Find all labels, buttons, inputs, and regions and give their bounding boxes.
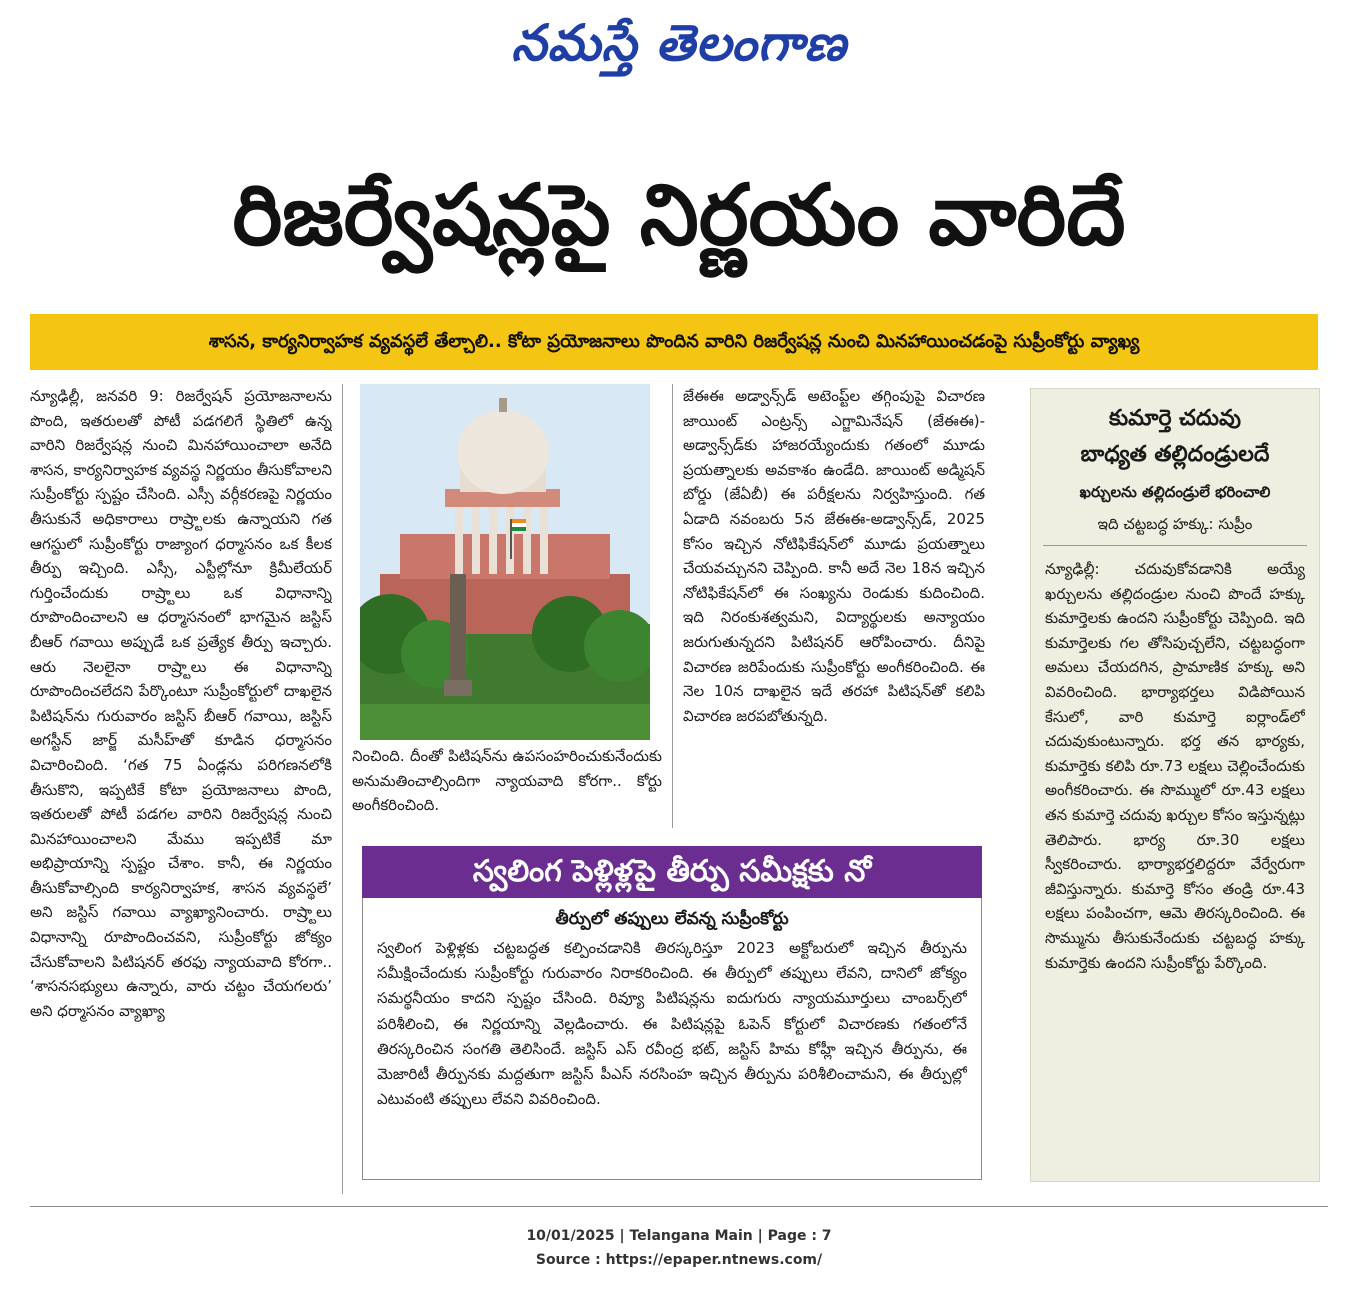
- sidebar-subhead-1: ఖర్చులను తల్లిదండ్రులే భరించాలి: [1079, 483, 1271, 501]
- sidebar-headline: [1031, 401, 1319, 473]
- main-headline: రిజర్వేషన్లపై నిర్ణయం వారిదే: [232, 166, 1126, 264]
- main-story-continuation-text: నించింది. దీంతో పిటిషన్‌ను ఉపసంహరించుకునేందుకు అనుమతించాల్సిందిగా న్యాయవాది కోరగా.. కోర్టు అంగీకరించింది.: [352, 747, 662, 815]
- sidebar-rule: [1043, 545, 1307, 546]
- main-story-column-1: [30, 384, 332, 1194]
- footer-rule: [30, 1206, 1328, 1207]
- column-divider: [342, 384, 343, 1194]
- headline-strap: శాసన, కార్యనిర్వాహక వ్యవస్థలే తేల్చాలి.. కోటా ప్రయోజనాలు పొందిన వారిని రిజర్వేషన్ల నుంచి మినహాయించడంపై సుప్రీంకోర్టు వ్యాఖ్య: [30, 314, 1318, 370]
- main-story-text: న్యూఢిల్లీ, జనవరి 9: రిజర్వేషన్‌ ప్రయోజనాలను పొంది, ఇతరులతో పోటీ పడగలిగే స్థితిలో ఉన్న వారిని రిజర్వేషన్ల నుంచి మినహాయించాలా అనేది శాసన, కార్యనిర్వాహక వ్యవస్థ నిర్ణయం తీసుకోవాలని సుప్రీంకోర్టు స్పష్టం చేసింది. ఎస్సీ వర్గీకరణపై నిర్ణయం తీసుకునే అధికారాలు రాష్ర్టాలకు ఉన్నాయని గత ఆగస్టులో సుప్రీంకోర్టు రాజ్యాంగ ధర్మాసనం ఒక కీలక తీర్పు ఇచ్చింది. ఎస్సీ, ఎస్టీల్లోనూ క్రిమీలేయర్‌ గుర్తించేందుకు రాష్ర్టాలు ఒక విధానాన్ని రూపొందించాలని ఆ ధర్మాసనంలో భాగమైన జస్టిస్‌ బీఆర్‌ గవాయి అప్పుడే ఒక ప్రత్యేక తీర్పు ఇచ్చారు. ఆరు నెలలైనా రాష్ర్టాలు ఈ విధానాన్ని రూపొందించలేదని పేర్కొంటూ సుప్రీంకోర్టులో దాఖలైన పిటిషన్‌ను గురువారం జస్టిస్‌ బీఆర్‌ గవాయి, జస్టిస్‌ అగస్టీన్‌ జార్జ్‌ మసీహ్‌తో కూడిన ధర్మాసనం విచారించింది. ‘గత 75 ఏండ్లను పరిగణనలోకి తీసుకొని, ఇప్పటికే కోటా ప్రయోజనాలు పొంది, ఇతరులతో పోటీ పడగల వారిని రిజర్వేషన్ల నుంచి మినహాయించాలని మేము ఇప్పటికే మా అభిప్రాయాన్ని స్పష్టం చేశాం. కానీ, ఈ నిర్ణయం తీసుకోవాల్సింది కార్యనిర్వాహక, శాసన వ్యవస్థలే’ అని జస్టిస్‌ గవాయి వ్యాఖ్యానించారు. రాష్ర్టాలు విధానాన్ని రూపొందించవని, సుప్రీంకోర్టు జోక్యం చేసుకోవాలని పిటిషనర్‌ తరఫు న్యాయవాది కోరగా.. ‘శాసనసభ్యులు ఉన్నారు, వారు చట్టం చేయగలరు’ అని ధర్మాసనం వ్యాఖ్యా: [30, 387, 332, 1020]
- jee-story-text: జేఈఈ అడ్వాన్స్‌డ్‌ అటెంప్ట్‌ల తగ్గింపుపై విచారణ జాయింట్‌ ఎంట్రన్స్‌ ఎగ్జామినేషన్‌ (జేఈఈ)-అడ్వాన్స్‌డ్‌కు హాజరయ్యేందుకు గతంలో మూడు ప్రయత్నాలకు అవకాశం ఉండేది. జాయింట్‌ అడ్మిషన్‌ బోర్డు (జేఏబీ) ఈ పరీక్షలను నిర్వహిస్తుంది. గత ఏడాది నవంబరు 5న జేఈఈ-అడ్వాన్స్‌డ్‌, 2025 కోసం ఇచ్చిన నోటిఫికేషన్‌లో మూడు ప్రయత్నాలు చేయవచ్చునని చెప్పింది. కానీ అదే నెల 18న ఇచ్చిన నోటిఫికేషన్‌లో ఈ సంఖ్యను రెండుకు కుదించింది. ఇది నిరంకుశత్వమని, విద్యార్థులకు అన్యాయం జరుగుతున్నదని పిటిషనర్‌ ఆరోపించారు. దీనిపై విచారణ జరిపేందుకు సుప్రీంకోర్టు అంగీకరించింది. ఈ నెల 10న దాఖలైన ఇదే తరహా పిటిషన్‌తో కలిపి విచారణ జరపబోతున్నది.: [683, 387, 985, 725]
- masthead-logo: నమస్తే తెలంగాణ: [511, 13, 847, 72]
- jee-story-column: [683, 384, 985, 828]
- samesex-story-panel: [362, 898, 982, 1180]
- supreme-court-photo: [360, 384, 650, 740]
- main-story-continuation: [352, 744, 662, 828]
- samesex-subhead: తీర్పులో తప్పులు లేవన్న సుప్రీంకోర్టు: [555, 909, 789, 929]
- samesex-headline-banner: స్వలింగ పెళ్లిళ్లపై తీర్పు సమీక్షకు నో: [362, 846, 982, 898]
- footer-source: Source : https://epaper.ntnews.com/: [535, 1252, 823, 1268]
- sidebar-headline-line2: బాధ్యత తల్లిదండ్రులదే: [1080, 442, 1270, 467]
- sidebar-headline-line1: కుమార్తె చదువు: [1109, 406, 1241, 431]
- sidebar-body: న్యూఢిల్లీ: చదువుకోవడానికి అయ్యే ఖర్చులను తల్లిదండ్రుల నుంచి పొందే హక్కు కుమార్తెలకు ఉందని సుప్రీంకోర్టు చెప్పింది. ఇది కుమార్తెలకు గల తోసిపుచ్చలేని, చట్టబద్ధంగా అమలు చేయదగిన, ప్రామాణిక హక్కు అని వివరించింది. భార్యాభర్తలు విడిపోయిన కేసులో, వారి కుమార్తె ఐర్లాండ్‌లో చదువుకుంటున్నారు. భర్త తన భార్యకు, కుమార్తెకు కలిపి రూ.73 లక్షలు చెల్లించేందుకు అంగీకరించారు. ఈ సొమ్ములో రూ.43 లక్షలు తన కుమార్తె చదువు ఖర్చుల కోసం ఇస్తున్నట్లు తెలిపారు. భార్య రూ.30 లక్షలు స్వీకరించారు. భార్యాభర్తలిద్దరూ వేర్వేరుగా జీవిస్తున్నారు. కుమార్తె కోసం తండ్రి రూ.43 లక్షలు పంపించగా, ఆమె తిరస్కరించింది. ఈ సొమ్మును తీసుకునేందుకు చట్టబద్ధ హక్కు కుమార్తెకు ఉందని సుప్రీంకోర్టు పేర్కొంది.: [1045, 560, 1305, 972]
- column-divider: [672, 384, 673, 828]
- footer-dateline: 10/01/2025 | Telangana Main | Page : 7: [526, 1228, 832, 1244]
- sidebar-subhead-2: ఇది చట్టబద్ధ హక్కు: సుప్రీం: [1097, 515, 1253, 533]
- samesex-story-text: స్వలింగ పెళ్లిళ్లకు చట్టబద్ధత కల్పించడానికి తిరస్కరిస్తూ 2023 అక్టోబరులో ఇచ్చిన తీర్పును సమీక్షించేందుకు సుప్రీంకోర్టు గురువారం నిరాకరించింది. ఈ తీర్పులో తప్పులు లేవని, దానిలో జోక్యం సమర్థనీయం కాదని స్పష్టం చేసింది. రివ్యూ పిటిషన్లను ఐదుగురు న్యాయమూర్తులు చాంబర్స్‌లో పరిశీలించి, ఈ నిర్ణయాన్ని వెల్లడించారు. ఈ పిటిషన్లపై ఓపెన్‌ కోర్టులో విచారణకు గతంలోనే తిరస్కరించిన సంగతి తెలిసిందే. జస్టిస్‌ ఎస్‌ రవీంద్ర భట్‌, జస్టిస్‌ హిమ కోహ్లీ ఇచ్చిన తీర్పును, ఈ మెజారిటీ తీర్పునకు మద్దతుగా జస్టిస్‌ పీఎస్‌ నరసింహ ఇచ్చిన తీర్పును పరిశీలించామని, ఈ తీర్పుల్లో ఎటువంటి తప్పులు లేవని వివరించింది.: [377, 939, 967, 1109]
- sidebar-box: [1030, 388, 1320, 1182]
